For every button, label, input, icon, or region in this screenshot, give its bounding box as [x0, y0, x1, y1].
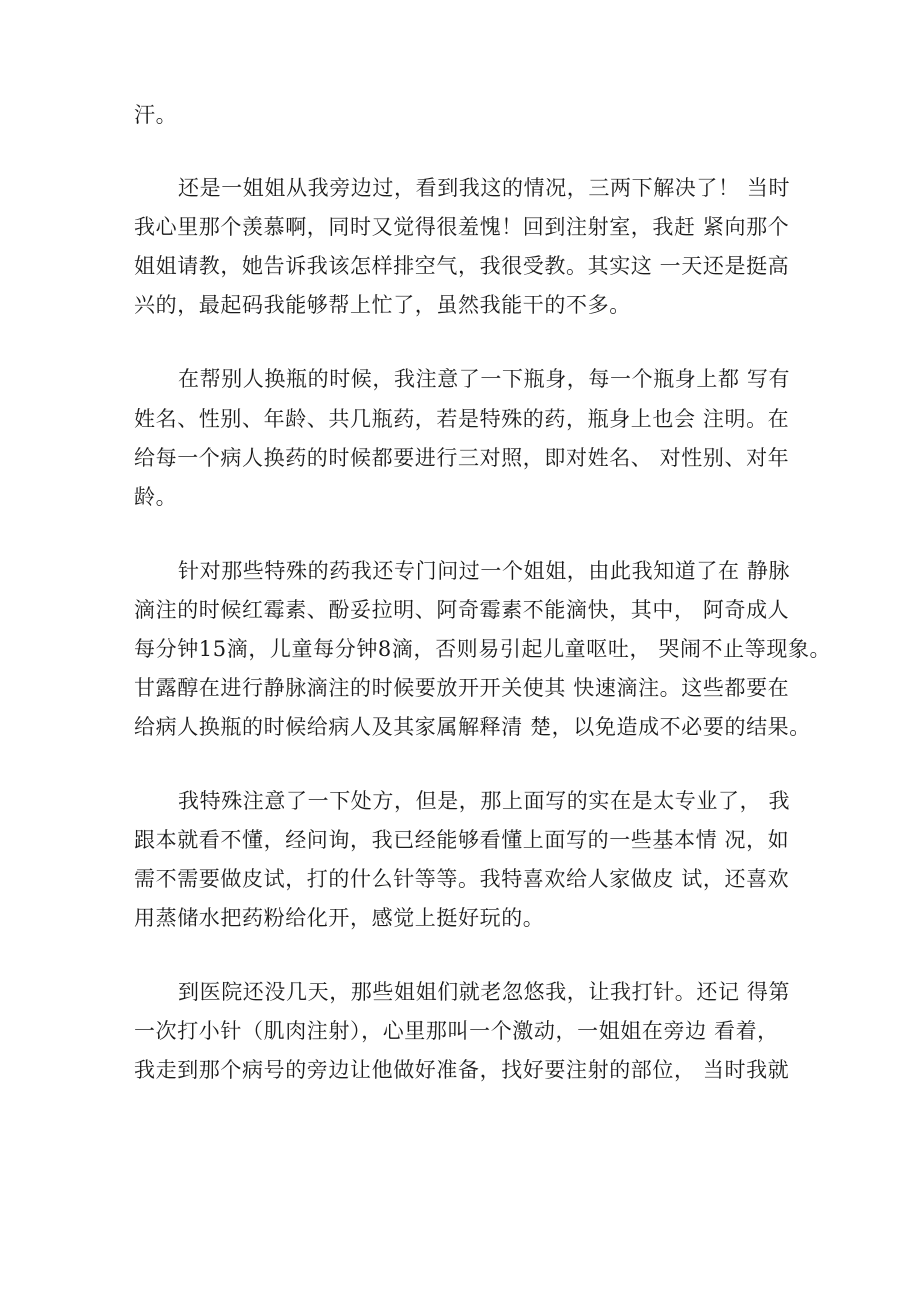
text-line: 用蒸储水把药粉给化开，感觉上挺好玩的。 — [134, 906, 545, 930]
text-line: 在帮别人换瓶的时候，我注意了一下瓶身，每一个瓶身上都 写有 — [178, 367, 791, 391]
text-line: 跟本就看不懂，经问询，我已经能够看懂上面写的一些基本情 况，如 — [134, 828, 790, 852]
text-line: 一次打小针（肌肉注射），心里那叫一个激动，一姐姐在旁边 看着， — [134, 1019, 779, 1043]
text-line: 针对那些特殊的药我还专门问过一个姐姐，由此我知道了在 静脉 — [178, 559, 791, 583]
text-line: 姓名、性别、年龄、共几瓶药，若是特殊的药，瓶身上也会 注明。在 — [134, 407, 790, 431]
text-line: 我特殊注意了一下处方，但是，那上面写的实在是太专业了， 我 — [178, 789, 791, 813]
text-line: 还是一姐姐从我旁边过，看到我这的情况，三两下解决了！ 当时 — [178, 176, 791, 200]
text-line: 姐姐请教，她告诉我该怎样排空气，我很受教。其实这 一天还是挺高 — [134, 254, 790, 278]
text-line: 滴注的时候红霉素、酚妥拉明、阿奇霉素不能滴快，其中， 阿奇成人 — [134, 598, 790, 622]
text-line: 给病人换瓶的时候给病人及其家属解释清 楚，以免造成不必要的结果。 — [134, 715, 811, 739]
text-line: 给每一个病人换药的时候都要进行三对照，即对姓名、 对性别、对年 — [134, 446, 790, 470]
text-line: 我走到那个病号的旁边让他做好准备，找好要注射的部位， 当时我就 — [134, 1058, 790, 1082]
text-line: 我心里那个羡慕啊，同时又觉得很羞愧！回到注射室，我赶 紧向那个 — [134, 215, 790, 239]
text-line: 需不需要做皮试，打的什么针等等。我特喜欢给人家做皮 试，还喜欢 — [134, 867, 790, 891]
text-line: 到医院还没几天，那些姐姐们就老忽悠我，让我打针。还记 得第 — [178, 980, 791, 1004]
text-line: 汗。 — [134, 103, 178, 127]
text-line: 每分钟15滴，儿童每分钟8滴，否则易引起儿童呕吐， 哭闹不止等现象。 — [134, 637, 832, 661]
text-line: 龄。 — [134, 485, 178, 509]
text-line: 兴的，最起码我能够帮上忙了，虽然我能干的不多。 — [134, 293, 631, 317]
text-line: 甘露醇在进行静脉滴注的时候要放开开关使其 快速滴注。这些都要在 — [134, 676, 790, 700]
